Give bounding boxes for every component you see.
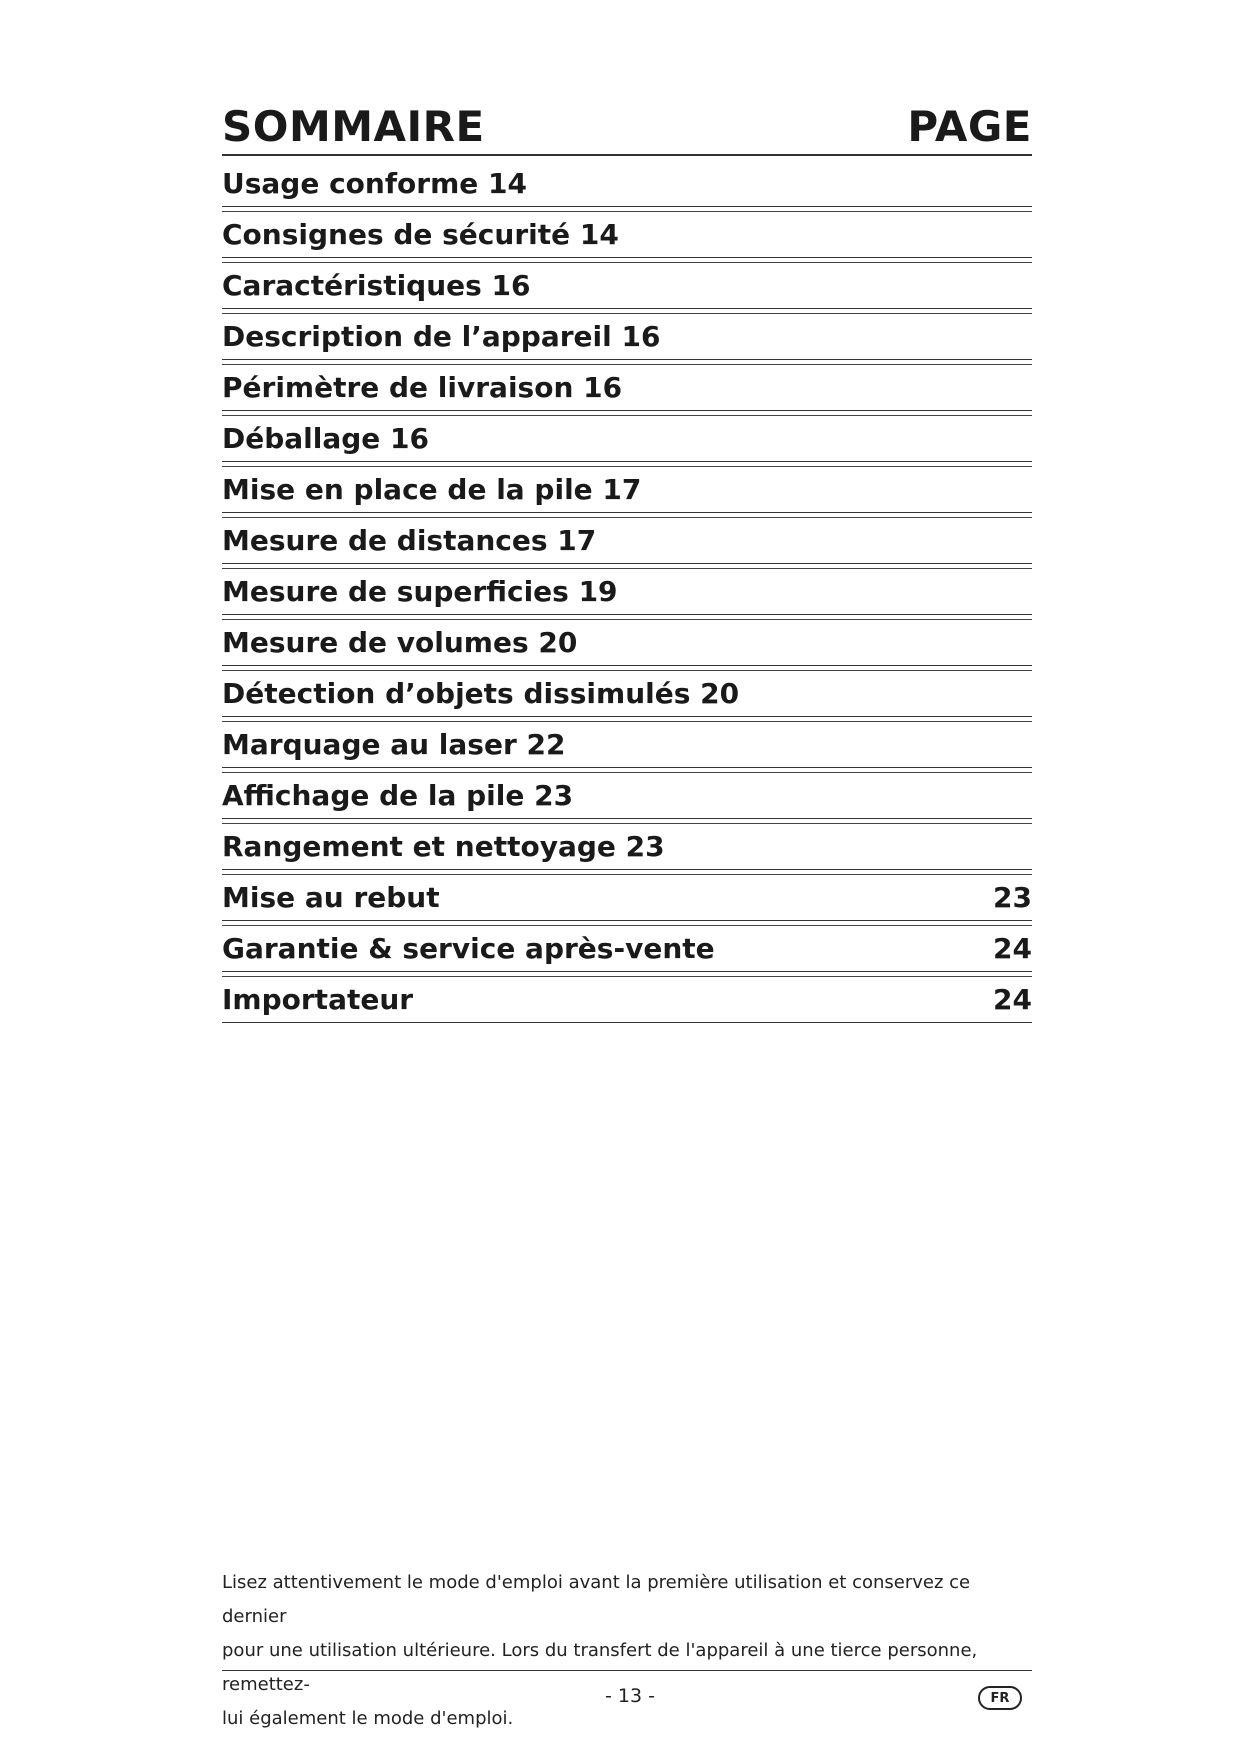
table-of-contents	[222, 154, 1032, 1023]
toc-row-consignes-securite[interactable]	[222, 211, 1032, 258]
toc-entry-title: Consignes de sécurité 14	[222, 218, 619, 251]
toc-row-affichage-pile[interactable]	[222, 772, 1032, 819]
toc-row-description-appareil[interactable]	[222, 313, 1032, 360]
toc-entry-title: Mesure de superficies 19	[222, 575, 618, 608]
toc-entry-title: Marquage au laser 22	[222, 728, 566, 761]
toc-entry-title: Description de l’appareil 16	[222, 320, 661, 353]
toc-entry-title: Rangement et nettoyage 23	[222, 830, 665, 863]
toc-header	[222, 100, 1032, 150]
language-badge-icon	[978, 1686, 1022, 1710]
toc-row-caracteristiques[interactable]	[222, 262, 1032, 309]
toc-row-mesure-superficies[interactable]	[222, 568, 1032, 615]
toc-row-perimetre-livraison[interactable]	[222, 364, 1032, 411]
usage-note-line: lui également le mode d'emploi.	[222, 1708, 514, 1729]
toc-row-rangement-nettoyage[interactable]	[222, 823, 1032, 870]
toc-row-mesure-volumes[interactable]	[222, 619, 1032, 666]
toc-entry-title: Importateur	[222, 983, 414, 1016]
page-number: - 13 -	[605, 1685, 655, 1707]
toc-entry-title: Périmètre de livraison 16	[222, 371, 623, 404]
toc-entry-title: Garantie & service après-vente	[222, 932, 715, 965]
usage-note-line: Lisez attentivement le mode d'emploi avant la première utilisation et conservez ce dernier	[222, 1572, 971, 1627]
toc-row-importateur[interactable]	[222, 976, 1032, 1023]
toc-row-detection-objets[interactable]	[222, 670, 1032, 717]
toc-row-mise-en-place-pile[interactable]	[222, 466, 1032, 513]
toc-row-usage-conforme[interactable]	[222, 160, 1032, 207]
toc-heading-page: PAGE	[907, 102, 1032, 151]
toc-entry-page: 23	[993, 881, 1032, 914]
footer-divider	[222, 1670, 1032, 1671]
toc-row-mise-au-rebut[interactable]	[222, 874, 1032, 921]
toc-entry-title: Mesure de volumes 20	[222, 626, 578, 659]
toc-entry-page: 24	[993, 983, 1032, 1016]
toc-row-garantie[interactable]	[222, 925, 1032, 972]
toc-row-deballage[interactable]	[222, 415, 1032, 462]
toc-entry-title: Caractéristiques 16	[222, 269, 531, 302]
toc-entry-title: Déballage 16	[222, 422, 430, 455]
toc-row-mesure-distances[interactable]	[222, 517, 1032, 564]
toc-entry-title: Mise au rebut	[222, 881, 440, 914]
toc-entry-title: Mesure de distances 17	[222, 524, 597, 557]
usage-note	[222, 1566, 1032, 1736]
toc-row-marquage-laser[interactable]	[222, 721, 1032, 768]
toc-entry-title: Affichage de la pile 23	[222, 779, 574, 812]
usage-note-line: pour une utilisation ultérieure. Lors du transfert de l'appareil à une tierce personne, remettez-	[222, 1640, 978, 1695]
toc-entry-title: Usage conforme 14	[222, 167, 527, 200]
toc-entry-title: Mise en place de la pile 17	[222, 473, 642, 506]
language-badge-label: FR	[990, 1690, 1010, 1706]
toc-entry-title: Détection d’objets dissimulés 20	[222, 677, 740, 710]
toc-heading-title: SOMMAIRE	[222, 102, 485, 151]
toc-entry-page: 24	[993, 932, 1032, 965]
